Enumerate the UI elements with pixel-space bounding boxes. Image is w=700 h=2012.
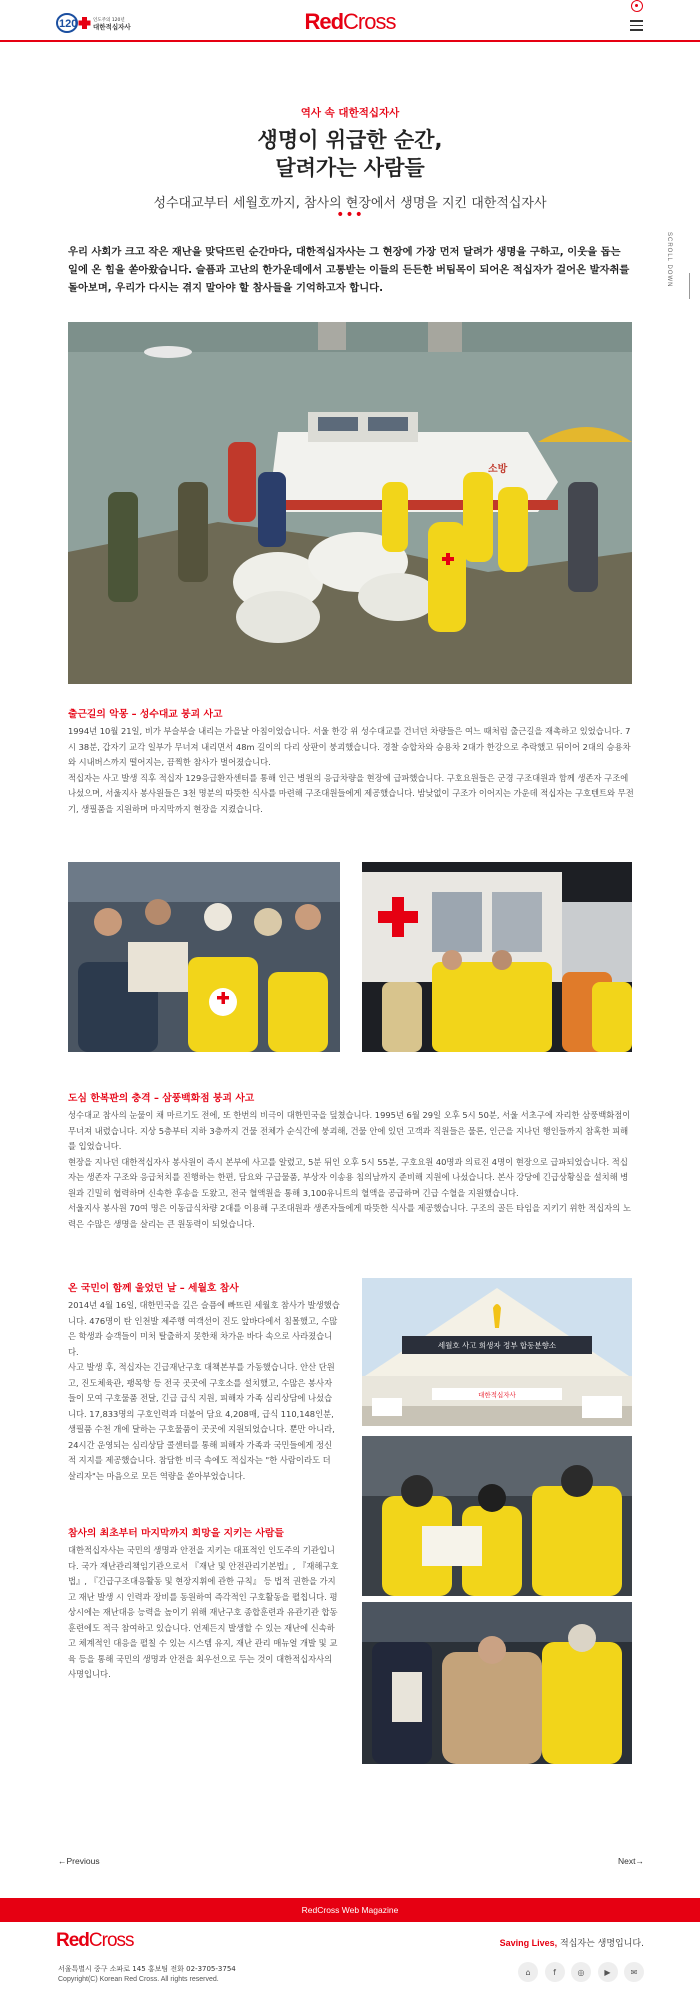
memorial-banner-text: 세월호 사고 희생자 정부 합동분향소 — [437, 1341, 557, 1350]
social-links — [518, 1962, 644, 1982]
emblem-label: 대한적십자사 — [93, 23, 131, 31]
anniversary-emblem-logo[interactable] — [56, 12, 136, 34]
section-body-seongsu: 1994년 10월 21일, 비가 부슬부슬 내리는 가을날 아침이었습니다. 서울 한강 위 성수대교를 건너던 차량들은 여느 때처럼 출근길을 재촉하고 있었습니다. 7시 38분, 갑자기 교각 일부가 무너져 내리면서 48m 길이의 다리 상판이 붕괴했습니다. 경찰 승합차와 승용차 2대가 한강으로 추락했고 뒤이어 2대의 승용차와 시내버스까지 떨어지는, 끔찍한 참사가 벌어졌습니다. 적십자는 사고 발생 직후 적십자 129응급환자센터를 통해 인근 병원의 응급차량을 현장에 급파했습니다. 구호요원들은 군경 구조대원과 함께 생존자 구조에 나섰으며, 서울지사 봉사원들은 3천 명분의 따뜻한 식사를 마련해 구조대원들에게 제공했습니다. 밤낮없이 구조가 이어지는 가운데 적십자는 구호텐트와 무전기, 생필품을 지원하며 마지막까지 현장을 지켰습니다. — [68, 726, 634, 814]
section-body-sampoong: 성수대교 참사의 눈물이 채 마르기도 전에, 또 한번의 비극이 대한민국을 덮쳤습니다. 1995년 6월 29일 오후 5시 50분, 서울 서초구에 자리한 삼풍백화점이 무너져 내렸습니다. 지상 5층부터 지하 3층까지 건물 전체가 순식간에 붕괴해, 건물 안에 있던 고객과 직원들은 물론, 인근을 지나던 행인들까지 참혹한 피해를 입었습니다. 현장을 지나던 대한적십자사 봉사원이 즉시 본부에 사고를 알렸고, 5분 뒤인 오후 5시 55분, 구호요원 40명과 의료진 4명이 현장으로 급파되었습니다. 적십자는 생존자 구조와 응급처치를 진행하는 한편, 담요와 구급물품, 부상자 이송용 침의남까지 준비해 지원에 나섰습니다. 본사 강당에 긴급상황실을 설치해 병원과 긴밀히 협력하며 신속한 후송을 도왔고, 전국 혈액원을 통해 3,100유니트의 혈액을 공급하며 긴급 수혈을 지원했습니다. 서울지사 봉사원 70여 명은 이동급식차량 2대를 이용해 구조대원과 생존자들에게 따뜻한 식사를 제공했습니다. 구조의 골든 타임을 지키기 위한 적십자의 노력은 수많은 생명을 살리는 큰 원동력이 되었습니다. — [68, 1110, 631, 1229]
footer-slogan: Saving Lives, 적십자는 생명입니다. — [499, 1938, 644, 1949]
photo-memorial-tent — [362, 1278, 632, 1426]
facebook-icon[interactable]: f — [545, 1962, 565, 1982]
section-title-sewol: 온 국민이 함께 울었던 날 – 세월호 참사 — [68, 1283, 239, 1294]
blog-icon[interactable]: ✉ — [624, 1962, 644, 1982]
photo-sampoong-rescue-crowd — [68, 862, 340, 1052]
memorial-sign-text: 대한적십자사 — [478, 1391, 516, 1399]
photo-relief-blanket — [362, 1602, 632, 1764]
scroll-down-label: SCROLL DOWN — [666, 232, 672, 288]
instagram-icon[interactable]: ◎ — [571, 1962, 591, 1982]
section-title-mission: 참사의 최초부터 마지막까지 희망을 지키는 사람들 — [68, 1528, 284, 1539]
photo-relief-truck — [362, 862, 632, 1052]
home-icon[interactable]: ⌂ — [518, 1962, 538, 1982]
hero-photo-river-rescue — [68, 322, 632, 684]
previous-article-link[interactable]: ←Previous — [58, 1856, 100, 1866]
title-dots: ••• — [336, 207, 364, 223]
menu-indicator-icon — [631, 0, 643, 12]
site-header — [0, 0, 700, 42]
boat-label: 소방 — [488, 464, 508, 475]
article-subtitle: 성수대교부터 세월호까지, 참사의 현장에서 생명을 지킨 대한적십자사 — [153, 196, 547, 211]
youtube-icon[interactable]: ▶ — [598, 1962, 618, 1982]
section-title-seongsu: 출근길의 악몽 – 성수대교 붕괴 사고 — [68, 709, 223, 720]
footer-band: RedCross Web Magazine — [0, 1898, 700, 1922]
hamburger-menu-icon[interactable] — [630, 20, 643, 31]
article-lead: 우리 사회가 크고 작은 재난을 맞닥뜨린 순간마다, 대한적십자사는 그 현장에 가장 먼저 달려가 생명을 구하고, 이웃을 돕는 일에 온 힘을 쏟아왔습니다. 슬픔과 고난의 한가운데에서 고통받는 이들의 든든한 버팀목이 되어온 적십자가 걸어온 발자취를 돌아보며, 우리가 다시는 겪지 말아야 할 참사들을 기억하고자 합니다. — [68, 246, 630, 294]
section-title-sampoong: 도심 한복판의 충격 – 삼풍백화점 붕괴 사고 — [68, 1093, 255, 1104]
svg-text:120: 120 — [59, 18, 78, 30]
photo-volunteers-embrace — [362, 1436, 632, 1596]
next-article-link[interactable]: Next→ — [618, 1856, 644, 1866]
section-body-sewol: 2014년 4월 16일, 대한민국을 깊은 슬픔에 빠뜨린 세월호 참사가 발생했습니다. 476명이 탄 인천발 제주행 여객선이 진도 앞바다에서 침몰했고, 수많은 학생과 승객들이 미처 탈출하지 못한채 차가운 바다 속으로 사라졌습니다. 사고 발생 후, 적십자는 긴급재난구호 대책본부를 가동했습니다. 안산 단원고, 진도체육관, 팽목항 등 전국 곳곳에 구호소를 설치했고, 수많은 봉사자들이 모여 구호물품 전달, 긴급 급식 지원, 피해자 가족 심리상담에 나섰습니다. 17,833명의 구호인력과 더불어 담요 4,208매, 급식 110,148인분, 생필품 수천 개에 달하는 구호물품이 곳곳에 지원되었습니다. 뿐만 아니라, 24시간 운영되는 심리상담 콜센터를 통해 피해자 가족과 국민들에게 정신적 지지를 제공했습니다. 참담한 비극 속에도 적십자는 "한 사람이라도 더 살리자"는 마음으로 모든 역량을 쏟아부었습니다. — [68, 1300, 340, 1481]
article-category: 역사 속 대한적십자사 — [300, 107, 400, 119]
section-body-mission: 대한적십자사는 국민의 생명과 안전을 지키는 대표적인 인도주의 기관입니다. 국가 재난관리책임기관으로서 『재난 및 안전관리기본법』, 『재해구호법』, 『긴급구조대응활동 및 현장지휘에 관한 규칙』 등 법적 권한을 가지고 재난 발생 시 인력과 장비를 동원하여 즉각적인 구호활동을 펼칩니다. 평상시에는 재난대응 능력을 높이기 위해 재난구호 종합훈련과 유관기관 합동훈련에도 적극 참여하고 있습니다. 언제든지 발생할 수 있는 재난에 신속하고 체계적인 대응을 펼칠 수 있는 시스템 유지, 재난 관리 매뉴얼 개발 및 교육 등을 통해 국민의 생명과 안전을 최우선으로 두는 것이 대한적십자사의 사명입니다. — [68, 1545, 339, 1679]
footer-logo[interactable]: RedCross — [56, 1930, 134, 1951]
site-logo[interactable]: RedCross — [304, 9, 396, 34]
svg-text:인도주의 120년: 인도주의 120년 — [93, 18, 125, 23]
footer-copyright: Copyright(C) Korean Red Cross. All rights reserved. — [58, 1976, 219, 1983]
scroll-line — [689, 273, 690, 299]
footer-address: 서울특별시 중구 소파로 145 홍보팀 전화 02-3705-3754 — [58, 1965, 236, 1973]
article-title: 생명이 위급한 순간, 달려가는 사람들 — [257, 128, 443, 180]
